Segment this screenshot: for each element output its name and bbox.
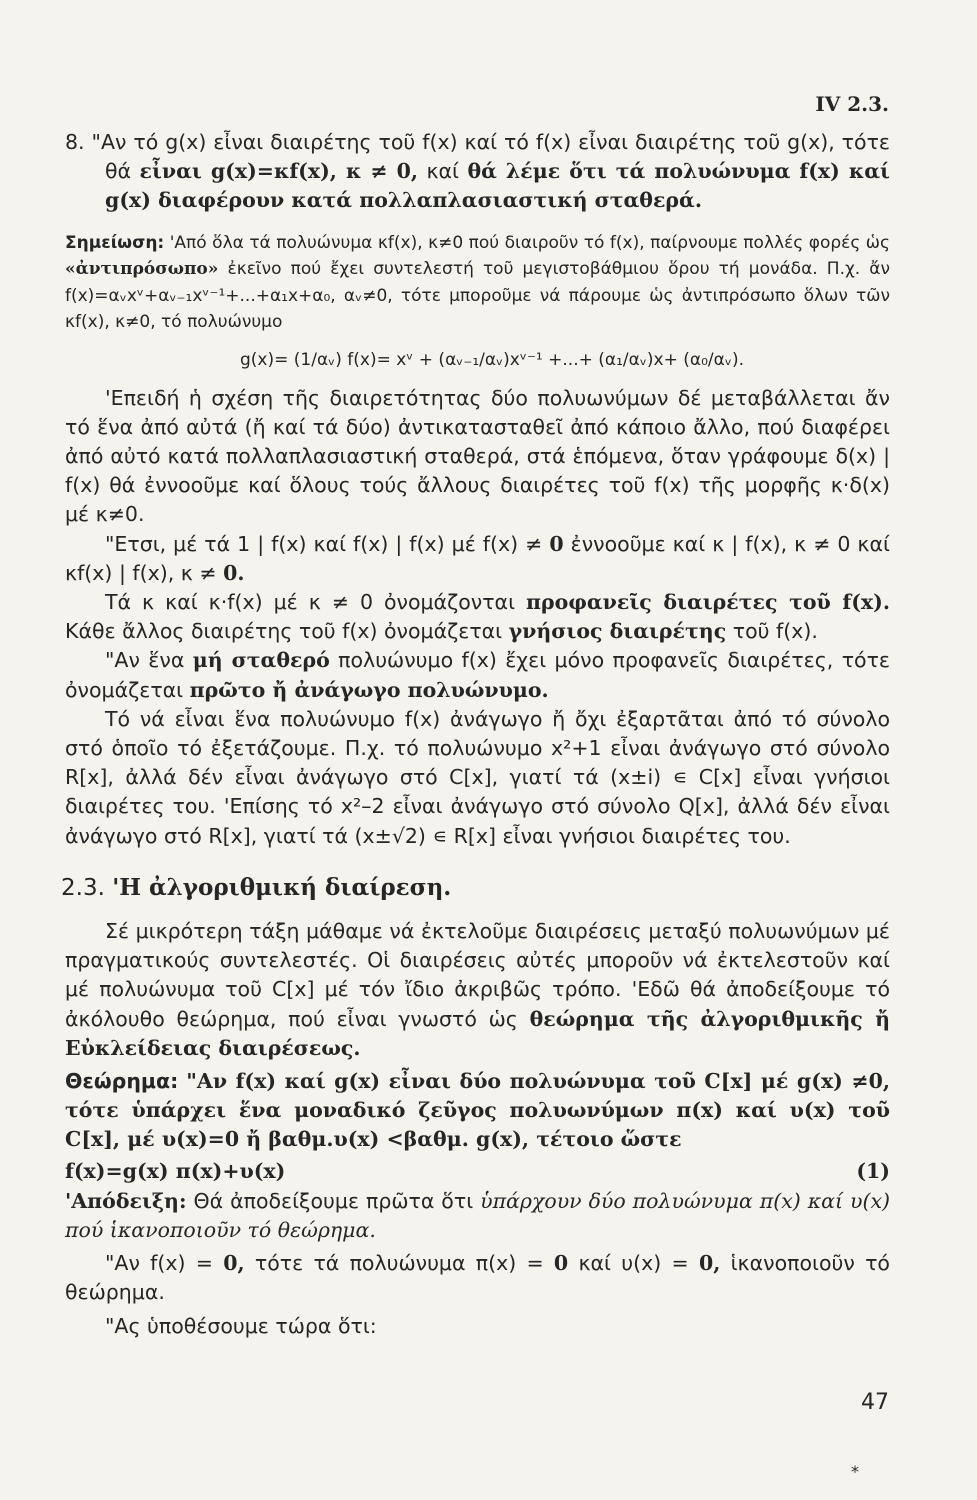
italic-text: ὑπάρχουν δύο πολυώνυμα π(x) καί υ(x) πού ἱκανοποιοῦν τό θεώρημα.: [65, 1188, 891, 1242]
paragraph-examples: [65, 530, 890, 588]
text: πολυώνυμο f(x) ἔχει μόνο προφανεῖς διαιρέτες, τότε ὀνομάζεται: [65, 648, 891, 702]
note-paragraph: [65, 230, 890, 336]
theorem-text: "Αν f(x) καί g(x) εἶναι δύο πολυώνυμα τοῦ C[x] μέ g(x) ≠0, τότε ὑπάρχει ἕνα μοναδικό ζεῦγος πολυωνύμων π(x) καί υ(x) τοῦ C[x], μέ υ(x)=0 ἤ βαθμ.υ(x) <βαθμ. g(x), τέτοιο ὥστε: [65, 1069, 890, 1152]
text: "Αν f(x) =: [105, 1251, 213, 1276]
running-head: IV 2.3.: [815, 92, 889, 116]
bold-text: 0.: [223, 560, 245, 585]
proof: [65, 1187, 890, 1245]
theorem: [65, 1067, 890, 1155]
section-title: 'Η ἀλγοριθμική διαίρεση.: [112, 873, 452, 901]
bold-text: θά λέμε ὅτι τά πολυώνυμα f(x) καί g(x) διαφέρουν κατά πολλαπλασιαστική σταθερά.: [105, 159, 890, 213]
bold-text: μή σταθερό: [192, 648, 330, 673]
footer-mark: *: [851, 1462, 859, 1481]
text: 8. "Αν τό g(x) εἶναι διαιρέτης τοῦ f(x) καί τό f(x) εἶναι διαιρέτης τοῦ g(x), τότε θά: [65, 130, 890, 184]
bold-text: προφανεῖς διαιρέτες τοῦ f(x).: [526, 590, 890, 615]
bold-text: πρῶτο ἤ ἀνάγωγο πολυώνυμο.: [189, 677, 549, 702]
proof-label: 'Απόδειξη:: [65, 1188, 187, 1213]
paragraph-divisibility: 'Επειδή ἡ σχέση τῆς διαιρετότητας δύο πολυωνύμων δέ μεταβάλλεται ἄν τό ἕνα ἀπό αὐτά (ἤ καί τά δύο) ἀντικατασταθεῖ ἀπό κάποιο ἄλλο, πού διαφέρει ἀπό αὐτό κατά πολλαπλασιαστική σταθερά, στά ἑπόμενα, ὅταν γράφουμε δ(x) | f(x) θά ἐννοοῦμε καί ὅλους τούς ἄλλους διαιρέτες τοῦ f(x) τῆς μορφῆς κ·δ(x) μέ κ≠0.: [65, 385, 890, 527]
section-number: 2.3.: [61, 874, 105, 901]
text: 'Από ὅλα τά πολυώνυμα κf(x), κ≠0 πού διαιροῦν τό f(x), παίρνουμε πολλές φορές ὡς: [169, 232, 891, 253]
text: ἐκεῖνο πού ἔχει συντελεστή τοῦ μεγιστοβάθμιου ὅρου τή μονάδα. Π.χ. ἄν f(x)=αᵥxᵛ+αᵥ₋₁xᵛ⁻¹+...+α₁x+α₀, αᵥ≠0, τότε μποροῦμε νά πάρουμε ὡς ἀντιπρόσωπο ὅλων τῶν κf(x), κ≠0, τό πολυώνυμο: [65, 259, 891, 333]
text: Τά κ καί κ·f(x) μέ κ ≠ 0 ὀνομάζονται: [105, 590, 516, 615]
text: καί υ(x) =: [578, 1251, 689, 1276]
text: καί: [426, 159, 459, 184]
text: ἱκανοποιοῦν τό θεώρημα.: [65, 1251, 890, 1305]
text: τοῦ f(x).: [732, 619, 818, 644]
equation-number: (1): [856, 1158, 890, 1183]
paragraph-zero-case: [65, 1249, 890, 1307]
page-body: [61, 128, 891, 1341]
bold-text: θεώρημα τῆς ἀλγοριθμικῆς ἤ Εὐκλείδειας διαιρέσεως.: [65, 1006, 890, 1060]
formula-expression: f(x)=g(x) π(x)+υ(x): [65, 1158, 286, 1183]
formula-monic: g(x)= (1/αᵥ) f(x)= xᵛ + (αᵥ₋₁/αᵥ)xᵛ⁻¹ +...+ (α₁/αᵥ)x+ (α₀/αᵥ).: [240, 349, 744, 370]
bold-text: «ἀντιπρόσωπο»: [65, 259, 219, 280]
text: Σέ μικρότερη τάξη μάθαμε νά ἐκτελοῦμε διαιρέσεις μεταξύ πολυωνύμων μέ πραγματικούς συντελεστές. Οἱ διαιρέσεις αὐτές μποροῦν νά ἐκτελεστοῦν καί μέ πολυώνυμα τοῦ C[x] μέ τόν ἴδιο ἀκριβῶς τρόπο. 'Εδῶ θά ἀποδείξουμε τό ἀκόλουθο θεώρημα, πού εἶναι γνωστό ὡς: [65, 919, 890, 1031]
bold-text: 0: [549, 531, 564, 556]
text: Κάθε ἄλλος διαιρέτης τοῦ f(x) ὀνομάζεται: [65, 619, 503, 644]
bold-text: εἶναι g(x)=κf(x), κ ≠ 0,: [139, 159, 419, 184]
paragraph-assume: "Ας ὑποθέσουμε τώρα ὅτι:: [105, 1313, 377, 1338]
text: "Αν ἕνα: [105, 648, 185, 673]
bold-text: 0: [553, 1251, 569, 1276]
paragraph-irreducible-examples: Τό νά εἶναι ἕνα πολυώνυμο f(x) ἀνάγωγο ἤ ὄχι ἐξαρτᾶται ἀπό τό σύνολο στό ὁποῖο τό ἐξετάζουμε. Π.χ. τό πολυώνυμο x²+1 εἶναι ἀνάγωγο στό σύνολο R[x], ἀλλά δέν εἶναι ἀνάγωγο στό C[x], γιατί τά (x±i) ∊ C[x] εἶναι γνήσιοι διαιρέτες του. 'Επίσης τό x²–2 εἶναι ἀνάγωγο στό σύνολο Q[x], ἀλλά δέν εἶναι ἀνάγωγο στό R[x], γιατί τά (x±√2) ∊ R[x] εἶναι γνήσιοι διαιρέτες του.: [65, 706, 890, 848]
text: τότε τά πολυώνυμα π(x) =: [254, 1251, 544, 1276]
bold-text: 0,: [698, 1251, 721, 1276]
text: Θά ἀποδείξουμε πρῶτα ὅτι: [193, 1188, 474, 1213]
paragraph-intro-division: [65, 917, 890, 1063]
text: ἐννοοῦμε καί κ | f(x), κ ≠ 0 καί κf(x) | f(x), κ ≠: [65, 531, 890, 585]
note-label: Σημείωση:: [65, 232, 165, 253]
paragraph-irreducible: [65, 646, 890, 704]
formula-division: [65, 1155, 890, 1187]
section-heading: [61, 873, 890, 903]
theorem-label: Θεώρημα:: [65, 1069, 179, 1094]
bold-text: 0,: [223, 1251, 245, 1276]
page-number: 47: [861, 1390, 889, 1415]
text: "Ετσι, μέ τά 1 | f(x) καί f(x) | f(x) μέ f(x) ≠: [105, 531, 543, 556]
bold-text: γνήσιος διαιρέτης: [508, 619, 727, 644]
paragraph-item-8: [65, 128, 890, 216]
paragraph-trivial-divisors: [65, 588, 890, 646]
